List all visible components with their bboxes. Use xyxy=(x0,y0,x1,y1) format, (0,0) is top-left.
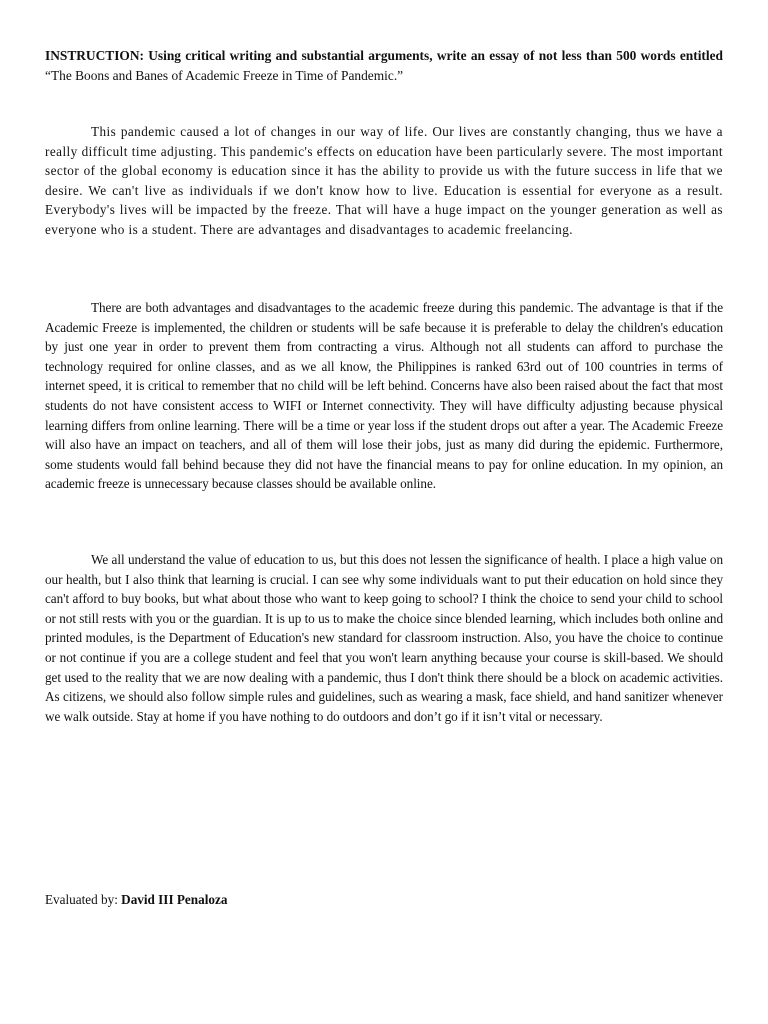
evaluated-by xyxy=(45,890,227,910)
instruction-block xyxy=(45,46,723,86)
essay-paragraph-2: There are both advantages and disadvantages to the academic freeze during this pandemic. The advantage is that if the Academic Freeze is implemented, the children or students will be safe because it is preferable to delay the children's education by just one year in order to prevent them from contracting a virus. Although not all students can afford to purchase the technology required for online classes, and as we all know, the Philippines is ranked 63rd out of 100 countries in terms of internet speed, it is critical to remember that no child will be left behind. Concerns have also been raised about the fact that most students do not have consistent access to WIFI or Internet connectivity. They will have difficulty adjusting because physical learning differs from online learning. There will be a time or year loss if the student drops out after a year. The Academic Freeze will also have an impact on teachers, and all of them will lose their jobs, just as many did during the epidemic. Furthermore, some students would fall behind because they did not have the financial means to pay for online education. In my opinion, an academic freeze is unnecessary because classes should be available online. xyxy=(45,300,723,492)
evaluated-by-label: Evaluated by: xyxy=(45,892,118,907)
essay-paragraph-1: This pandemic caused a lot of changes in our way of life. Our lives are constantly changing, thus we have a really difficult time adjusting. This pandemic's effects on education have been particularly severe. The most important sector of the global economy is education since it has the ability to provide us with the future success in life that we desire. We can't live as individuals if we don't know how to live. Education is essential for everyone as a result. Everybody's lives will be impacted by the freeze. That will have a huge impact on the younger generation as well as everyone who is a student. There are advantages and disadvantages to academic freelancing. xyxy=(45,124,723,237)
essay-title: “The Boons and Banes of Academic Freeze in Time of Pandemic.” xyxy=(45,68,404,83)
evaluator-name: David III Penaloza xyxy=(121,892,228,907)
instruction-lead: INSTRUCTION: Using critical writing and substantial arguments, write an essay of not less than 500 words entitled xyxy=(45,48,723,63)
essay-paragraph-3: We all understand the value of education to us, but this does not lessen the significance of health. I place a high value on our health, but I also think that learning is crucial. I can see why some individuals want to put their education on hold since they can't afford to buy books, but what about those who want to keep going to school? I think the choice to send your child to school or not still rests with you or the guardian. It is up to us to make the choice since blended learning, which includes both online and printed modules, is the Department of Education's new standard for classroom instruction. Also, you have the choice to continue or not continue if you are a college student and feel that you won't learn anything because your course is skill-based. We should get used to the reality that we are now dealing with a pandemic, thus I don't think there should be a block on academic activities. As citizens, we should also follow simple rules and guidelines, such as wearing a mask, face shield, and hand sanitizer whenever we walk outside. Stay at home if you have nothing to do outdoors and don’t go if it isn’t vital or necessary. xyxy=(45,552,723,724)
